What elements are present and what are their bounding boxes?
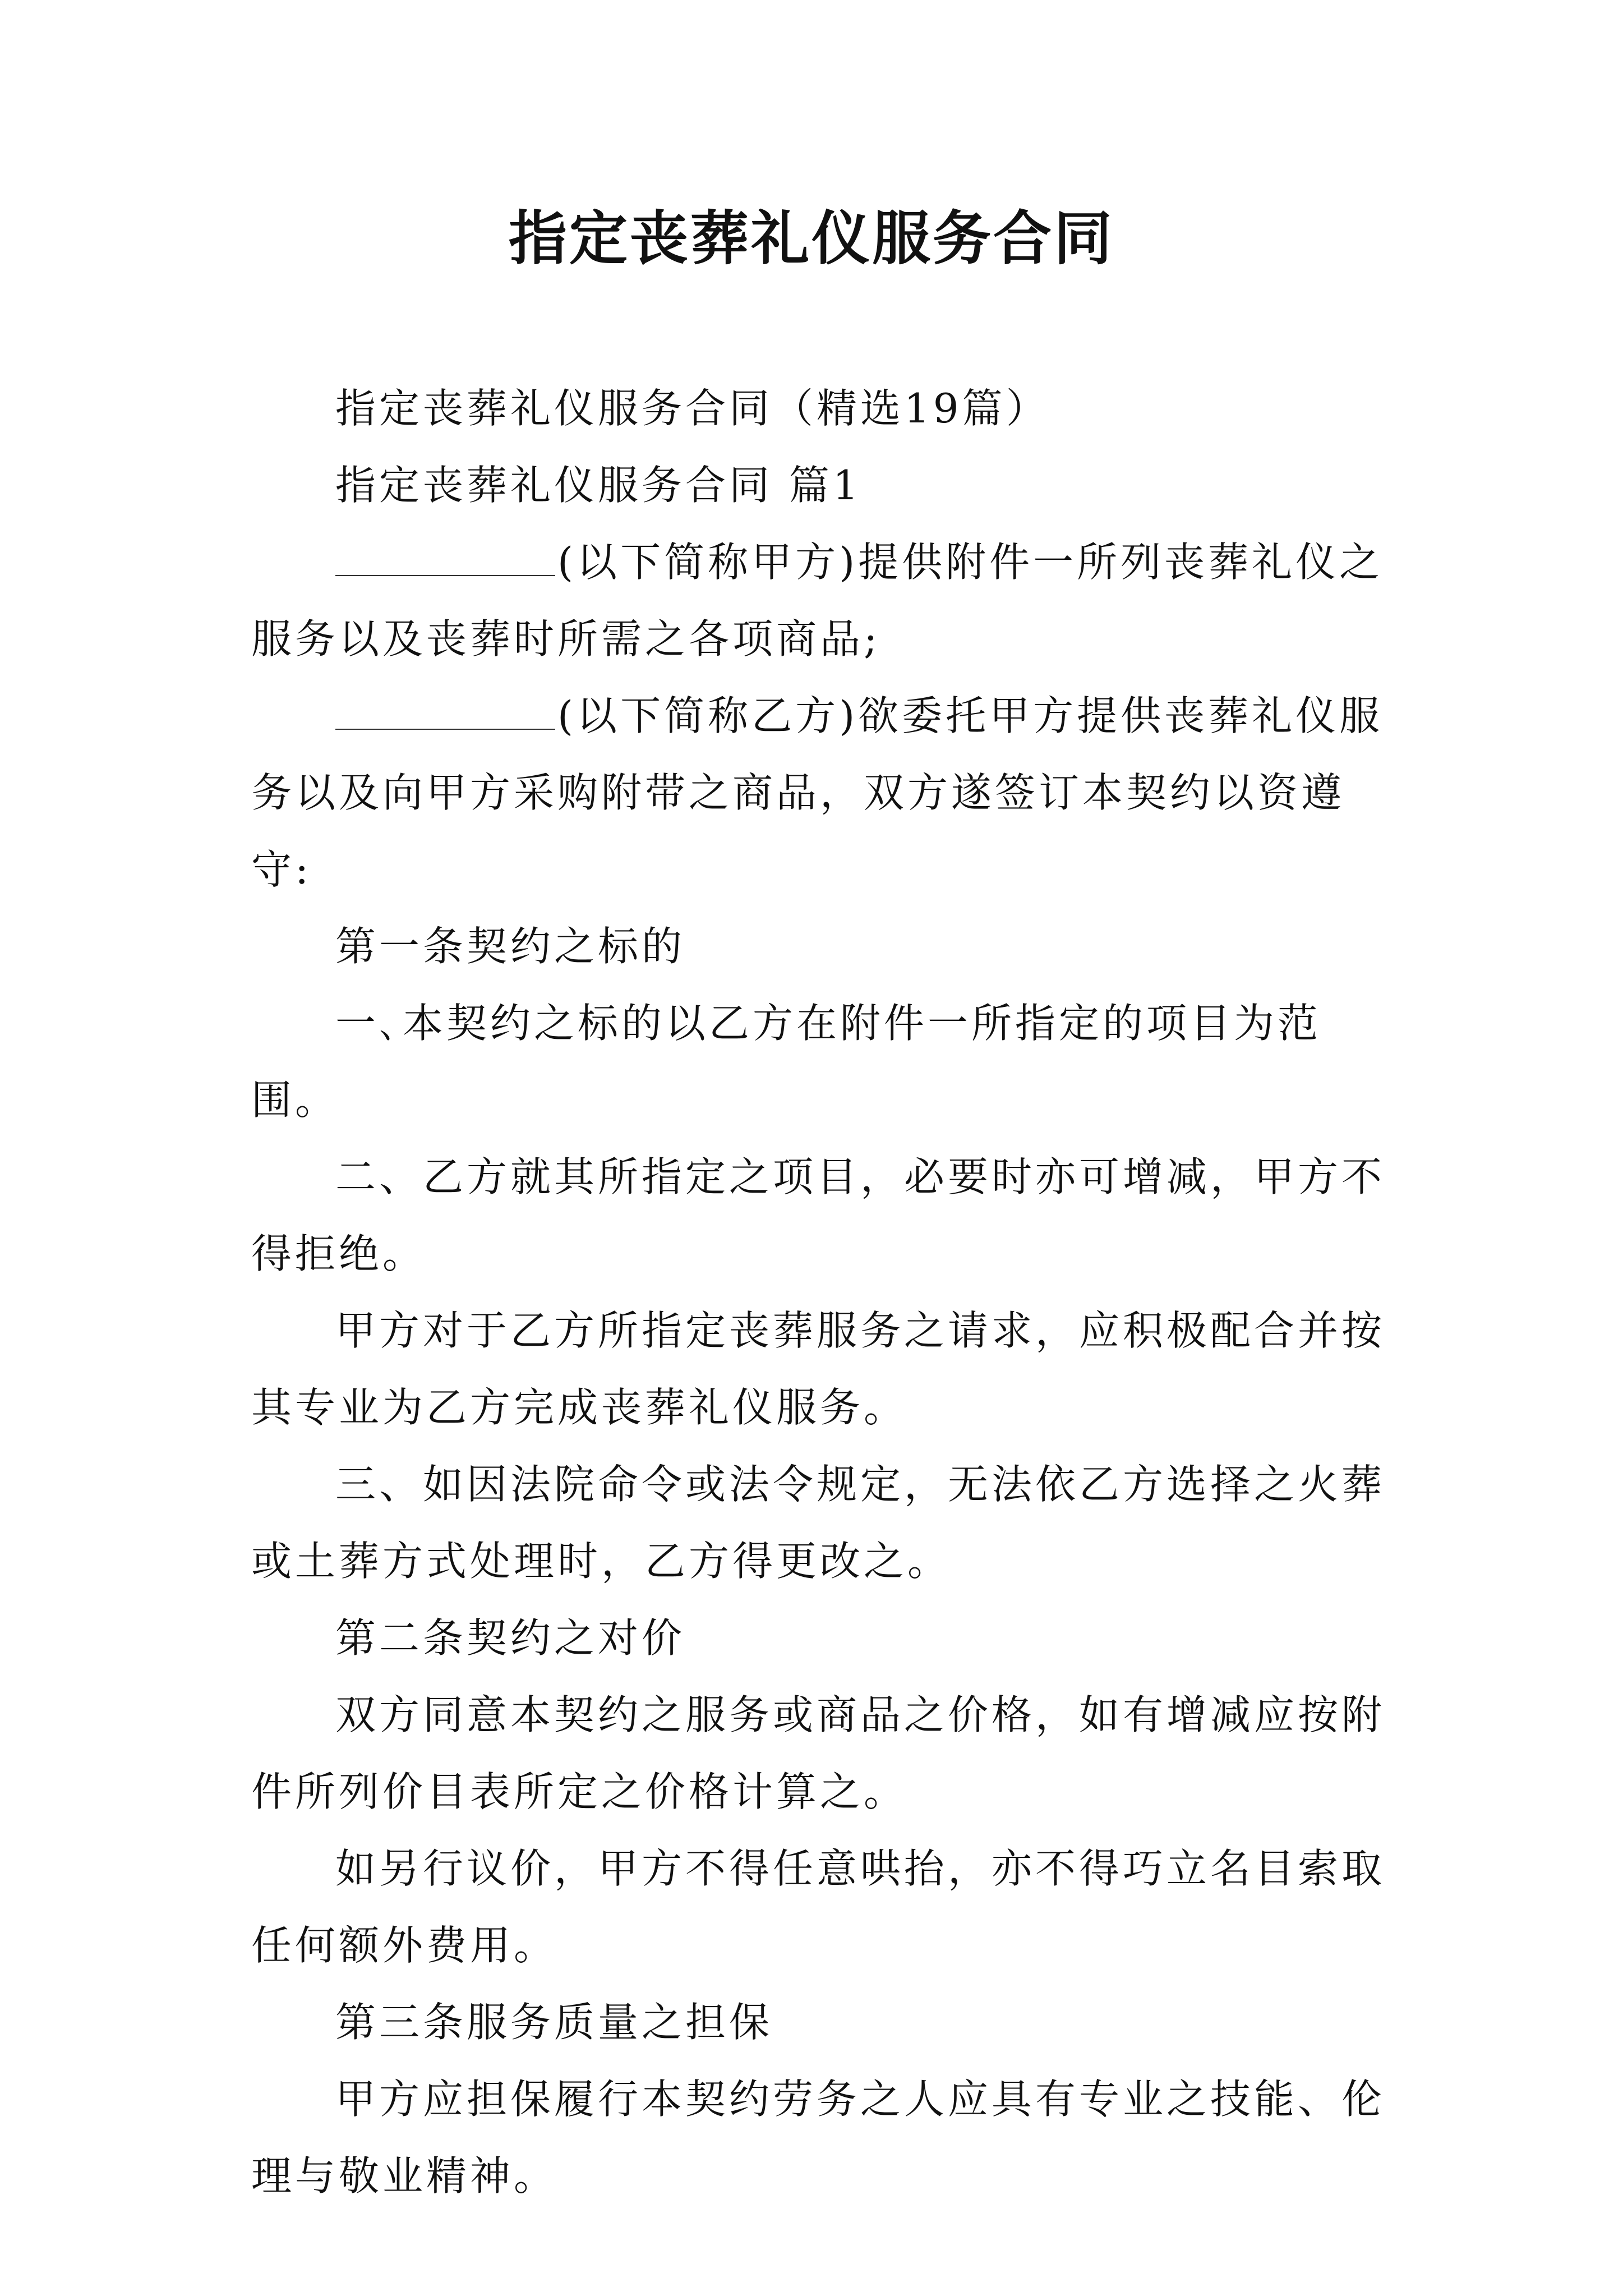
document-body	[251, 370, 1393, 2215]
article-1-heading	[251, 908, 1393, 985]
article-3-heading	[251, 1984, 1393, 2061]
paragraph	[251, 1446, 1393, 1600]
paragraph-party-a	[251, 524, 1393, 678]
paragraph	[251, 1677, 1393, 1830]
paragraph-subtitle	[251, 370, 1393, 447]
paragraph-text: 指定丧葬礼仪服务合同 篇1	[335, 462, 862, 509]
paragraph-text: 双方同意本契约之服务或商品之价格，如有增减应按附件所列价目表所定之价格计算之。	[251, 1691, 1386, 1815]
paragraph-text: 甲方应担保履行本契约劳务之人应具有专业之技能、伦理与敬业精神。	[251, 2076, 1386, 2200]
paragraph-text: 第一条契约之标的	[335, 923, 686, 970]
paragraph	[251, 985, 1393, 1139]
paragraph-text: 如另行议价，甲方不得任意哄抬，亦不得巧立名目索取任何额外费用。	[251, 1845, 1386, 1969]
paragraph-text: 第二条契约之对价	[335, 1614, 686, 1662]
paragraph-party-b	[251, 678, 1393, 908]
paragraph-text: 二、乙方就其所指定之项目，必要时亦可增减，甲方不得拒绝。	[251, 1153, 1386, 1277]
paragraph-text: 甲方对于乙方所指定丧葬服务之请求，应积极配合并按其专业为乙方完成丧葬礼仪服务。	[251, 1307, 1386, 1431]
paragraph	[251, 1139, 1393, 1292]
paragraph	[251, 1292, 1393, 1446]
document-title: 指定丧葬礼仪服务合同	[508, 204, 1114, 273]
paragraph	[251, 1830, 1393, 1984]
paragraph-section-heading	[251, 447, 1393, 524]
paragraph-text: 第三条服务质量之担保	[335, 1999, 773, 2046]
paragraph-text: 三、如因法院命令或法令规定，无法依乙方选择之火葬或土葬方式处理时，乙方得更改之。	[251, 1461, 1386, 1585]
article-2-heading	[251, 1600, 1393, 1677]
party-b-blank-line	[335, 689, 555, 730]
paragraph	[251, 2061, 1393, 2215]
paragraph-text: (以下简称乙方)欲委托甲方提供丧葬礼仪服务以及向甲方采购附带之商品，双方遂签订本契约以资遵守:	[251, 692, 1384, 893]
party-a-blank-line	[335, 536, 555, 576]
paragraph-text: 一､本契约之标的以乙方在附件一所指定的项目为范围。	[251, 1000, 1322, 1124]
paragraph-text: 指定丧葬礼仪服务合同（精选19篇）	[335, 385, 1050, 432]
paragraph-text: (以下简称甲方)提供附件一所列丧葬礼仪之服务以及丧葬时所需之各项商品;	[251, 539, 1384, 662]
